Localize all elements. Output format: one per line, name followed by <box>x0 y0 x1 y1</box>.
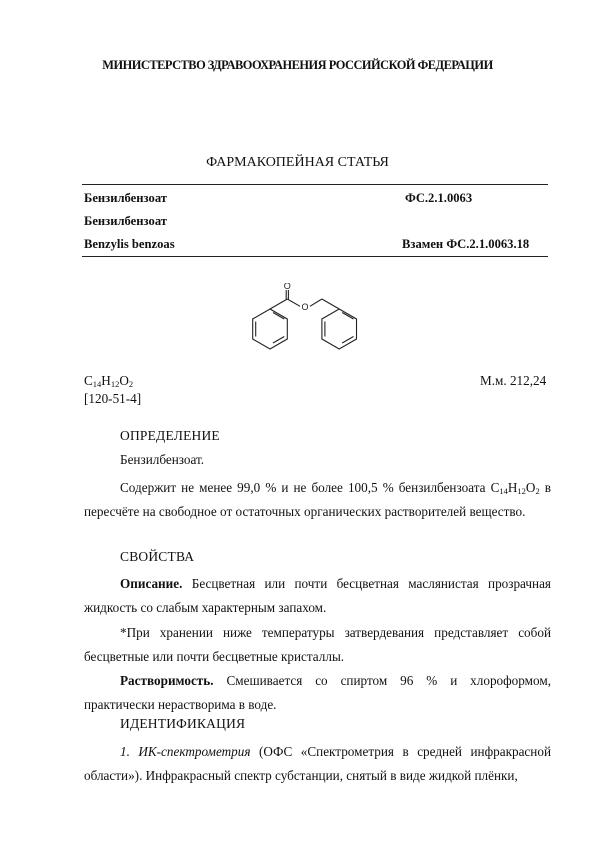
oxygen-methylene-bond <box>310 299 322 306</box>
definition-line: Бензилбензоат. <box>120 452 205 467</box>
monograph-name-ru: Бензилбензоат <box>84 191 167 205</box>
bottom-divider <box>82 256 548 257</box>
benzyl-benzoate-structure <box>238 283 398 357</box>
monograph-name-ru-secondary: Бензилбензоат <box>84 214 167 228</box>
solubility-paragraph: Растворимость. Смешивается со спиртом 96 % и хлороформом, практически нерастворима в воде. <box>84 673 551 712</box>
replaces-code: Взамен ФС.2.1.0063.18 <box>402 237 530 251</box>
ring-carbonyl-bond <box>270 299 287 309</box>
definition-heading: ОПРЕДЕЛЕНИЕ <box>120 428 220 443</box>
molecular-formula: $C_{14}H_{12}O_2$ <box>84 373 134 389</box>
ester-oxygen-label: O <box>301 302 309 312</box>
methylene-ring-bond <box>322 299 339 309</box>
identification-heading: ИДЕНТИФИКАЦИЯ <box>120 716 246 731</box>
document-title: ФАРМАКОПЕЙНАЯ СТАТЬЯ <box>206 155 389 170</box>
storage-note: *При хранении ниже температуры затвердевания представляет собой бесцветные или почти бесцветные кристаллы. <box>84 625 551 664</box>
top-divider <box>82 184 548 185</box>
ester-bond <box>287 299 300 306</box>
monograph-code: ФС.2.1.0063 <box>405 191 473 205</box>
benzoyl-ring <box>253 309 288 349</box>
monograph-name-latin: Benzylis benzoas <box>84 237 175 251</box>
definition-content: Содержит не менее 99,0 % и не более 100,5 % бензилбензоата $C_{14}H_{12}O_2$ в пересчёте на свободное от остаточных органических растворителей вещество. <box>84 480 551 519</box>
ir-spectrometry-paragraph: 1. ИК-спектрометрия (ОФС «Спектрометрия в средней инфракрасной области»). Инфракрасный спектр субстанции, снятый в виде жидкой плёнки, <box>84 744 551 783</box>
cas-number: [120-51-4] <box>84 391 142 406</box>
benzyl-ring <box>322 309 357 349</box>
description-paragraph: Описание. Бесцветная или почти бесцветная маслянистая прозрачная жидкость со слабым характерным запахом. <box>84 576 551 615</box>
properties-heading: СВОЙСТВА <box>120 549 195 564</box>
carbonyl-oxygen-label: O <box>283 283 291 291</box>
molecular-weight: М.м. 212,24 <box>480 373 547 388</box>
ministry-title: МИНИСТЕРСТВО ЗДРАВООХРАНЕНИЯ РОССИЙСКОЙ ФЕДЕРАЦИИ <box>102 58 493 72</box>
